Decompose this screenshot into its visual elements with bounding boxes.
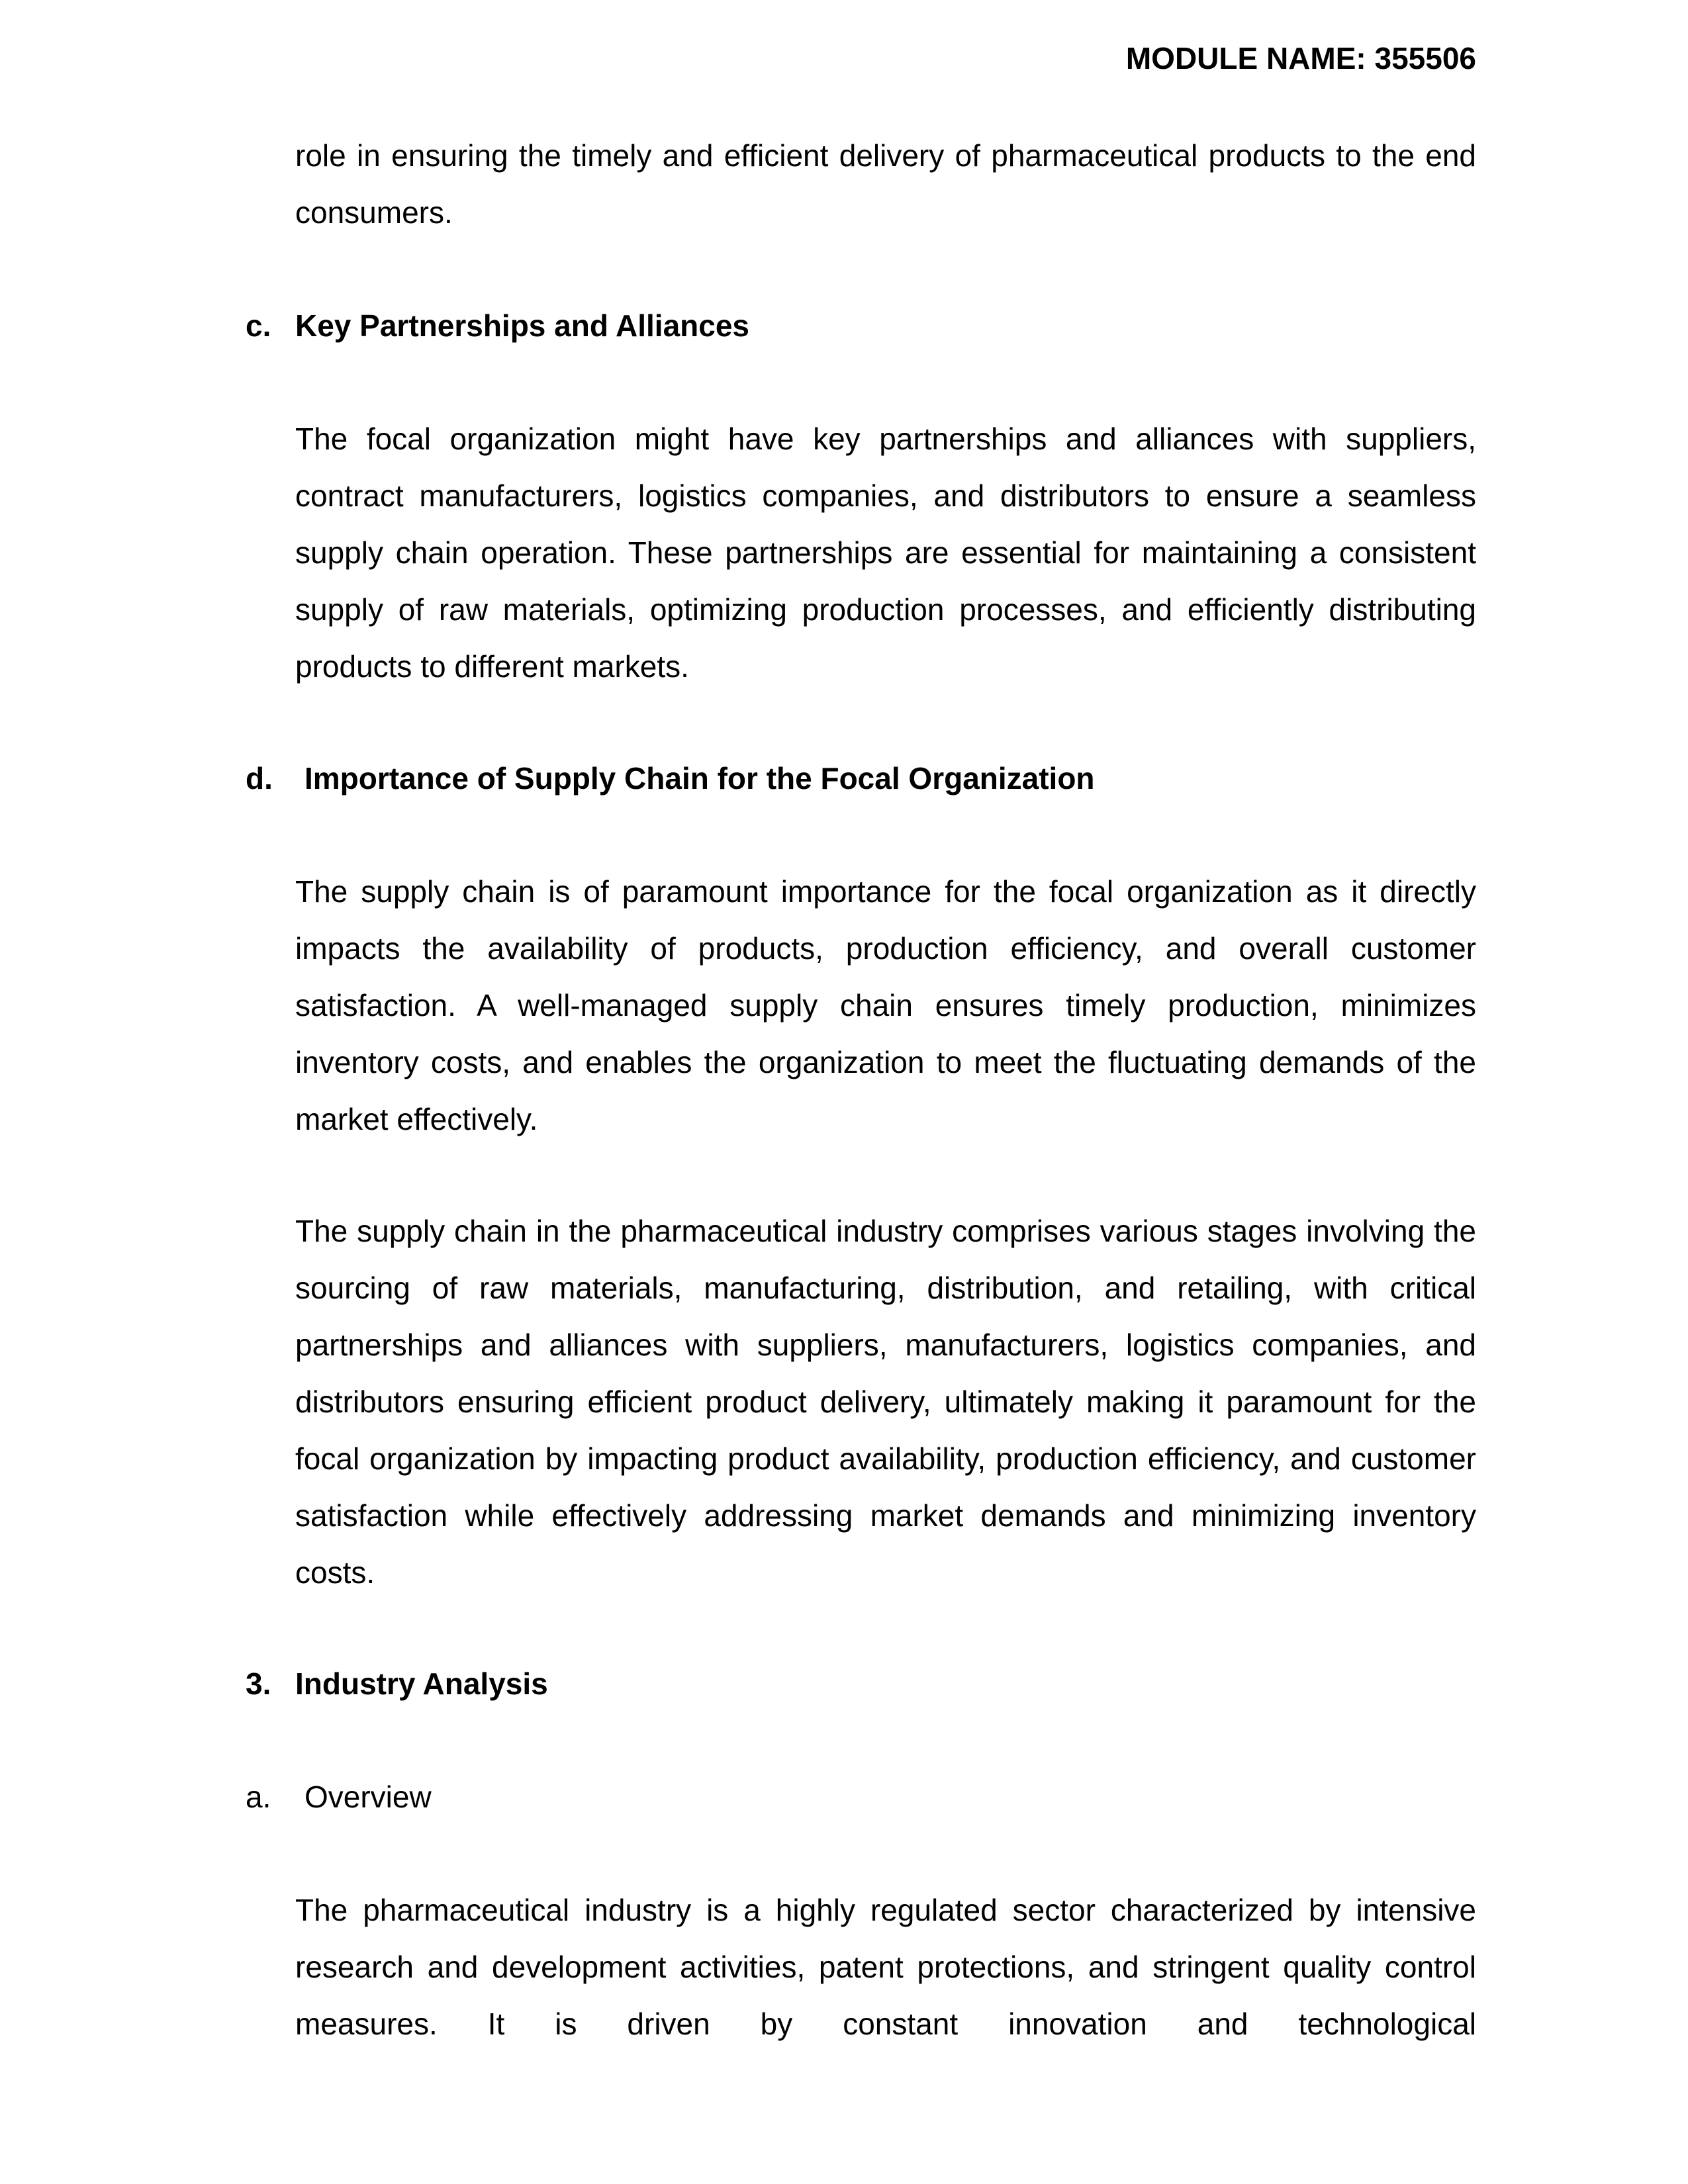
section-a-heading [246, 1777, 432, 1817]
section-3-title: Industry Analysis [295, 1666, 548, 1701]
section-c-marker: c. [246, 308, 271, 343]
section-d-title: Importance of Supply Chain for the Focal Organization [305, 761, 1095, 796]
section-3-heading [246, 1664, 548, 1704]
section-3-marker: 3. [246, 1666, 271, 1701]
section-d-heading [246, 758, 1095, 798]
section-a-paragraph: The pharmaceutical industry is a highly regulated sector characterized by intensive research and development activities, patent protections, and stringent quality control measures. It is driven by constant innovation and technological [295, 1893, 1476, 2041]
section-a-title: Overview [305, 1780, 432, 1814]
section-a-marker: a. [246, 1780, 271, 1814]
section-d-paragraph-1: The supply chain is of paramount importance for the focal organization as it directly impacts the availability of products, production efficiency, and overall customer satisfaction. A well-managed supply chain ensures timely production, minimizes inventory costs, and enables the organization to meet the fluctuating demands of the market effectively. [295, 874, 1476, 1136]
section-c-heading [246, 306, 749, 345]
section-d-marker: d. [246, 761, 273, 796]
section-c-paragraph: The focal organization might have key partnerships and alliances with suppliers, contract manufacturers, logistics companies, and distributors to ensure a seamless supply chain operation. These partnerships are essential for maintaining a consistent supply of raw materials, optimizing production processes, and efficiently distributing products to different markets. [295, 422, 1476, 684]
intro-paragraph: role in ensuring the timely and efficient delivery of pharmaceutical products to the end consumers. [295, 138, 1476, 230]
section-d-paragraph-2: The supply chain in the pharmaceutical industry comprises various stages involving the sourcing of raw materials, manufacturing, distribution, and retailing, with critical partnerships and alliances with suppliers, manufacturers, logistics companies, and distributors ensuring efficient product delivery, ultimately making it paramount for the focal organization by impacting product availability, production efficiency, and customer satisfaction while effectively addressing market demands and minimizing inventory costs. [295, 1214, 1476, 1590]
section-c-title: Key Partnerships and Alliances [295, 308, 750, 343]
module-name-header: MODULE NAME: 355506 [1125, 41, 1476, 75]
